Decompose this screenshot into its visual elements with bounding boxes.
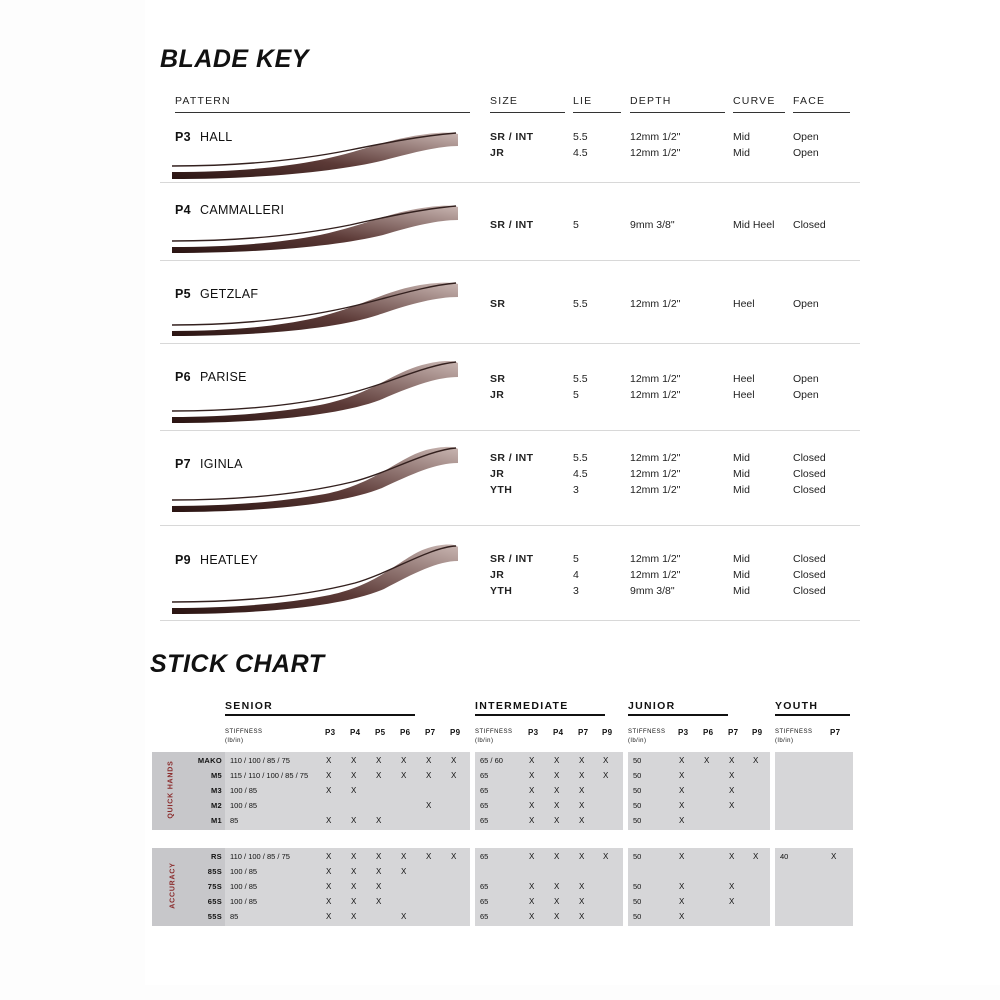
section-rule-intermediate: [475, 714, 605, 716]
mark-x: X: [529, 801, 535, 810]
cell-depth: 12mm 1/2": [630, 484, 681, 496]
row-model: 75S: [207, 882, 222, 891]
stick-chart-title: STICK CHART: [150, 650, 325, 678]
stiffness-value: 65: [480, 786, 489, 795]
stiffness-value: 100 / 85: [230, 801, 258, 810]
header-rule-depth: [630, 112, 725, 113]
mark-x: X: [679, 897, 685, 906]
pattern-name: GETZLAF: [200, 287, 259, 301]
blade-illustration-p5: [170, 275, 460, 337]
stiffness-value: 50: [633, 912, 642, 921]
stiffness-value: 100 / 85: [230, 786, 258, 795]
cell-face: Closed: [793, 585, 826, 597]
stiffness-value: 50: [633, 801, 642, 810]
cell-size: SR: [490, 298, 506, 310]
mark-x: X: [554, 756, 560, 765]
mark-x: X: [679, 756, 685, 765]
blade-illustration-p3: [170, 122, 460, 180]
section-header-youth: YOUTH: [775, 700, 819, 712]
mark-x: X: [704, 756, 710, 765]
mark-x: X: [376, 771, 382, 780]
cell-depth: 12mm 1/2": [630, 147, 681, 159]
mark-x: X: [831, 852, 837, 861]
row-model: M5: [210, 771, 222, 780]
cell-depth: 12mm 1/2": [630, 569, 681, 581]
cell-size: JR: [490, 389, 505, 401]
cell-size: JR: [490, 147, 505, 159]
mark-x: X: [729, 882, 735, 891]
mark-x: X: [603, 771, 609, 780]
mark-x: X: [326, 786, 332, 795]
cell-size: SR / INT: [490, 131, 534, 143]
pattern-col-jr-p6: P6: [703, 728, 714, 737]
cell-lie: 5.5: [573, 298, 588, 310]
mark-x: X: [376, 756, 382, 765]
blade-illustration-p9: [170, 540, 460, 618]
mark-x: X: [679, 771, 685, 780]
pattern-col-jr-p3: P3: [678, 728, 689, 737]
cell-face: Open: [793, 389, 819, 401]
mark-x: X: [729, 786, 735, 795]
section-rule-senior: [225, 714, 415, 716]
mark-x: X: [451, 771, 457, 780]
stiffness-value: 50: [633, 771, 642, 780]
mark-x: X: [554, 897, 560, 906]
mark-x: X: [376, 816, 382, 825]
cell-depth: 12mm 1/2": [630, 131, 681, 143]
mark-x: X: [729, 852, 735, 861]
blade-illustration-p6: [170, 355, 460, 425]
stiffness-value: 65: [480, 882, 489, 891]
cell-lie: 4: [573, 569, 579, 581]
stiffness-value: 110 / 100 / 85 / 75: [230, 852, 290, 861]
mark-x: X: [579, 897, 585, 906]
cell-size: YTH: [490, 585, 513, 597]
stiffness-value: 100 / 85: [230, 882, 258, 891]
group-label-accuracy: ACCURACY: [169, 862, 177, 909]
pattern-col-sr-p5: P5: [375, 728, 386, 737]
row-model: 65S: [207, 897, 222, 906]
cell-size: SR / INT: [490, 452, 534, 464]
mark-x: X: [529, 816, 535, 825]
stiffness-value: 50: [633, 897, 642, 906]
mark-x: X: [326, 816, 332, 825]
pattern-code: P4: [175, 203, 191, 217]
mark-x: X: [554, 801, 560, 810]
row-model: 85S: [207, 867, 222, 876]
section-header-intermediate: INTERMEDIATE: [475, 700, 569, 712]
mark-x: X: [579, 912, 585, 921]
pattern-name: HALL: [200, 130, 233, 144]
stiffness-value: 115 / 110 / 100 / 85 / 75: [230, 771, 309, 780]
cell-lie: 5: [573, 389, 579, 401]
pattern-col-sr-p9: P9: [450, 728, 461, 737]
cell-lie: 5.5: [573, 131, 588, 143]
pattern-code: P7: [175, 457, 191, 471]
pattern-name: CAMMALLERI: [200, 203, 285, 217]
mark-x: X: [753, 756, 759, 765]
pattern-col-yth-p7: P7: [830, 728, 841, 737]
stiffness-value: 50: [633, 786, 642, 795]
mark-x: X: [326, 756, 332, 765]
pattern-col-int-p4: P4: [553, 728, 564, 737]
header-rule-lie: [573, 112, 621, 113]
pattern-col-jr-p7: P7: [728, 728, 739, 737]
mark-x: X: [401, 867, 407, 876]
mark-x: X: [326, 852, 332, 861]
cell-curve: Mid: [733, 468, 750, 480]
mark-x: X: [603, 756, 609, 765]
cell-curve: Heel: [733, 298, 755, 310]
cell-lie: 5: [573, 553, 579, 565]
cell-face: Closed: [793, 468, 826, 480]
mark-x: X: [529, 882, 535, 891]
mark-x: X: [579, 882, 585, 891]
mark-x: X: [376, 897, 382, 906]
mark-x: X: [351, 786, 357, 795]
table-row: [160, 355, 860, 427]
blade-key-header: [160, 95, 860, 113]
cell-lie: 3: [573, 585, 579, 597]
mark-x: X: [679, 801, 685, 810]
mark-x: X: [401, 912, 407, 921]
mark-x: X: [554, 771, 560, 780]
mark-x: X: [401, 852, 407, 861]
pattern-name: IGINLA: [200, 457, 243, 471]
cell-size: YTH: [490, 484, 513, 496]
mark-x: X: [351, 867, 357, 876]
mark-x: X: [351, 756, 357, 765]
cell-size: SR: [490, 373, 506, 385]
pattern-col-sr-p7: P7: [425, 728, 436, 737]
table-row: [160, 272, 860, 340]
mark-x: X: [426, 852, 432, 861]
pattern-col-int-p3: P3: [528, 728, 539, 737]
mark-x: X: [679, 852, 685, 861]
cell-depth: 12mm 1/2": [630, 452, 681, 464]
mark-x: X: [679, 912, 685, 921]
table-row: [160, 195, 860, 260]
pattern-col-sr-p4: P4: [350, 728, 361, 737]
cell-lie: 4.5: [573, 468, 588, 480]
cell-face: Open: [793, 298, 819, 310]
mark-x: X: [729, 801, 735, 810]
cell-curve: Heel: [733, 389, 755, 401]
sheet: [145, 0, 1000, 985]
mark-x: X: [376, 867, 382, 876]
table-row: [160, 120, 860, 182]
stiffness-value: 65: [480, 801, 489, 810]
header-rule-face: [793, 112, 850, 113]
mark-x: X: [351, 897, 357, 906]
mark-x: X: [729, 756, 735, 765]
block-intermediate-accuracy: [475, 848, 623, 926]
mark-x: X: [351, 882, 357, 891]
cell-face: Closed: [793, 484, 826, 496]
mark-x: X: [603, 852, 609, 861]
stiffness-value: 50: [633, 816, 642, 825]
cell-curve: Mid: [733, 452, 750, 464]
mark-x: X: [351, 852, 357, 861]
mark-x: X: [529, 897, 535, 906]
column-header-face: FACE: [793, 95, 826, 107]
cell-face: Open: [793, 147, 819, 159]
column-header-size: SIZE: [490, 95, 519, 107]
mark-x: X: [401, 771, 407, 780]
pattern-name: PARISE: [200, 370, 247, 384]
header-rule-pattern: [175, 112, 470, 113]
mark-x: X: [426, 801, 432, 810]
header-rule-curve: [733, 112, 785, 113]
mark-x: X: [326, 897, 332, 906]
block-junior-accuracy: [628, 848, 770, 926]
mark-x: X: [376, 852, 382, 861]
mark-x: X: [579, 816, 585, 825]
row-model: 55S: [207, 912, 222, 921]
stiffness-label-intermediate: STIFFNESS (lb/in): [475, 729, 513, 744]
mark-x: X: [529, 912, 535, 921]
pattern-code: P6: [175, 370, 191, 384]
stiffness-value: 100 / 85: [230, 867, 258, 876]
mark-x: X: [753, 852, 759, 861]
section-rule-youth: [775, 714, 850, 716]
blade-key-title: BLADE KEY: [160, 45, 309, 73]
mark-x: X: [579, 852, 585, 861]
cell-curve: Mid: [733, 484, 750, 496]
stiffness-value: 100 / 85: [230, 897, 258, 906]
cell-depth: 12mm 1/2": [630, 468, 681, 480]
block-youth-quick-hands: [775, 752, 853, 830]
mark-x: X: [326, 867, 332, 876]
row-model: M3: [210, 786, 222, 795]
mark-x: X: [729, 897, 735, 906]
stiffness-value: 85: [230, 912, 239, 921]
row-model: M2: [210, 801, 222, 810]
pattern-name: HEATLEY: [200, 553, 259, 567]
column-header-pattern: PATTERN: [175, 95, 231, 107]
mark-x: X: [351, 816, 357, 825]
mark-x: X: [554, 786, 560, 795]
section-rule-junior: [628, 714, 728, 716]
stiffness-value: 85: [230, 816, 239, 825]
mark-x: X: [451, 852, 457, 861]
mark-x: X: [529, 756, 535, 765]
cell-lie: 4.5: [573, 147, 588, 159]
cell-depth: 12mm 1/2": [630, 298, 681, 310]
column-header-depth: DEPTH: [630, 95, 672, 107]
stiffness-value: 40: [780, 852, 789, 861]
cell-face: Open: [793, 373, 819, 385]
mark-x: X: [554, 882, 560, 891]
mark-x: X: [554, 816, 560, 825]
cell-size: JR: [490, 468, 505, 480]
cell-depth: 9mm 3/8": [630, 585, 675, 597]
blade-illustration-p4: [170, 195, 460, 253]
pattern-code: P9: [175, 553, 191, 567]
cell-face: Open: [793, 131, 819, 143]
stiffness-value: 65: [480, 816, 489, 825]
mark-x: X: [426, 756, 432, 765]
cell-depth: 9mm 3/8": [630, 219, 675, 231]
mark-x: X: [729, 771, 735, 780]
mark-x: X: [679, 882, 685, 891]
column-header-curve: CURVE: [733, 95, 776, 107]
stiffness-value: 65: [480, 771, 489, 780]
cell-face: Closed: [793, 219, 826, 231]
mark-x: X: [679, 816, 685, 825]
mark-x: X: [351, 912, 357, 921]
cell-size: SR / INT: [490, 219, 534, 231]
row-model: MAKO: [197, 756, 222, 765]
table-row: [160, 540, 860, 620]
mark-x: X: [679, 786, 685, 795]
mark-x: X: [579, 786, 585, 795]
row-model: M1: [210, 816, 222, 825]
header-rule-size: [490, 112, 565, 113]
mark-x: X: [401, 756, 407, 765]
cell-lie: 3: [573, 484, 579, 496]
stiffness-value: 50: [633, 756, 642, 765]
cell-face: Closed: [793, 452, 826, 464]
pattern-col-jr-p9: P9: [752, 728, 763, 737]
cell-depth: 12mm 1/2": [630, 553, 681, 565]
mark-x: X: [326, 771, 332, 780]
cell-curve: Mid: [733, 131, 750, 143]
mark-x: X: [579, 771, 585, 780]
section-header-junior: JUNIOR: [628, 700, 676, 712]
stiffness-value: 50: [633, 882, 642, 891]
cell-curve: Mid: [733, 147, 750, 159]
stiffness-label-junior: STIFFNESS (lb/in): [628, 729, 666, 744]
cell-size: JR: [490, 569, 505, 581]
row-model: RS: [210, 852, 222, 861]
cell-curve: Mid Heel: [733, 219, 775, 231]
mark-x: X: [529, 852, 535, 861]
group-label-quick-hands: QUICK HANDS: [167, 760, 175, 819]
mark-x: X: [326, 882, 332, 891]
stiffness-value: 50: [633, 852, 642, 861]
block-junior-quick-hands: [628, 752, 770, 830]
table-row: [160, 442, 860, 520]
pattern-col-int-p9: P9: [602, 728, 613, 737]
mark-x: X: [376, 882, 382, 891]
stiffness-value: 65: [480, 897, 489, 906]
stiffness-value: 110 / 100 / 85 / 75: [230, 756, 290, 765]
cell-lie: 5: [573, 219, 579, 231]
mark-x: X: [554, 852, 560, 861]
cell-lie: 5.5: [573, 452, 588, 464]
cell-curve: Mid: [733, 569, 750, 581]
mark-x: X: [579, 801, 585, 810]
mark-x: X: [351, 771, 357, 780]
cell-face: Closed: [793, 569, 826, 581]
mark-x: X: [579, 756, 585, 765]
pattern-col-sr-p6: P6: [400, 728, 411, 737]
mark-x: X: [529, 786, 535, 795]
mark-x: X: [554, 912, 560, 921]
column-header-lie: LIE: [573, 95, 593, 107]
section-header-senior: SENIOR: [225, 700, 274, 712]
cell-curve: Mid: [733, 585, 750, 597]
cell-curve: Mid: [733, 553, 750, 565]
mark-x: X: [326, 912, 332, 921]
mark-x: X: [426, 771, 432, 780]
mark-x: X: [529, 771, 535, 780]
pattern-col-int-p7: P7: [578, 728, 589, 737]
cell-face: Closed: [793, 553, 826, 565]
pattern-code: P3: [175, 130, 191, 144]
cell-size: SR / INT: [490, 553, 534, 565]
mark-x: X: [451, 756, 457, 765]
stiffness-value: 65: [480, 852, 489, 861]
cell-depth: 12mm 1/2": [630, 389, 681, 401]
cell-curve: Heel: [733, 373, 755, 385]
stiffness-value: 65: [480, 912, 489, 921]
stiffness-value: 65 / 60: [480, 756, 503, 765]
blade-illustration-p7: [170, 442, 460, 514]
pattern-code: P5: [175, 287, 191, 301]
cell-lie: 5.5: [573, 373, 588, 385]
stiffness-label-senior: STIFFNESS (lb/in): [225, 729, 263, 744]
pattern-col-sr-p3: P3: [325, 728, 336, 737]
cell-depth: 12mm 1/2": [630, 373, 681, 385]
stiffness-label-youth: STIFFNESS (lb/in): [775, 729, 813, 744]
